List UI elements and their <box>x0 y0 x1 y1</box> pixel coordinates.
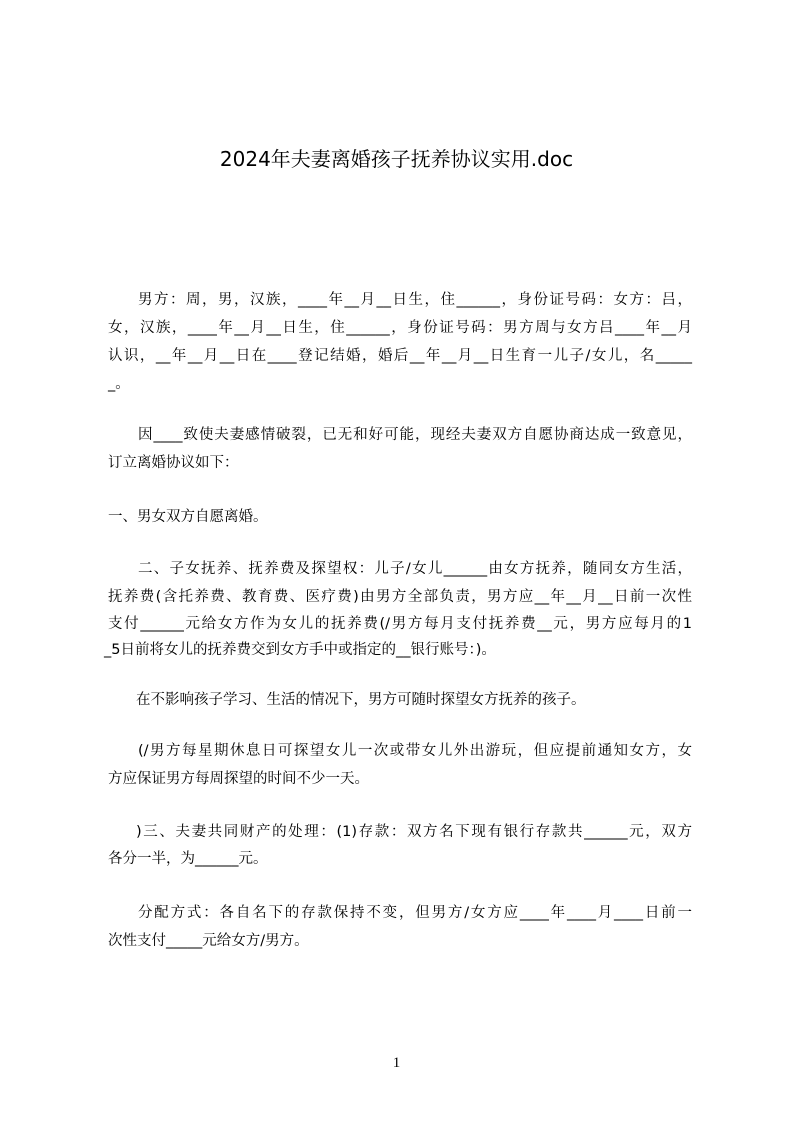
paragraph-line: 女，汉族，____年__月__日生，住______，身份证号码：男方周与女方吕____年__月 <box>108 320 692 336</box>
paragraph-line: 男方：周，男，汉族，____年__月__日生，住______，身份证号码：女方：吕， <box>138 292 692 308</box>
paragraph-line: 在不影响孩子学习、生活的情况下，男方可随时探望女方抚养的孩子。 <box>136 692 586 708</box>
paragraph-line: 次性支付_____元给女方/男方。 <box>108 933 309 949</box>
paragraph-line: 支付______元给女方作为女儿的抚养费(/男方每月支付抚养费__元，男方应每月的1 <box>108 616 692 632</box>
paragraph-line: _5日前将女儿的抚养费交到女方手中或指定的__银行账号：)。 <box>104 642 496 658</box>
paragraph-line: 因____致使夫妻感情破裂，已无和好可能，现经夫妻双方自愿协商达成一致意见， <box>138 427 692 443</box>
page-number: 1 <box>392 1055 401 1071</box>
paragraph-line: _。 <box>108 376 130 392</box>
paragraph-line: 认识，__年__月__日在____登记结婚，婚后__年__月__日生育一儿子/女儿，名_____ <box>108 348 692 364</box>
paragraph-line: 抚养费(含托养费、教育费、医疗费)由男方全部负责，男方应__年__月__日前一次性 <box>108 589 692 605</box>
paragraph-line: 分配方式：各自名下的存款保持不变，但男方/女方应____年____月____日前一 <box>138 905 692 921</box>
paragraph-line: 二、子女抚养、抚养费及探望权：儿子/女儿______由女方抚养，随同女方生活， <box>138 561 692 577</box>
paragraph-line: (/男方每星期休息日可探望女儿一次或带女儿外出游玩，但应提前通知女方，女 <box>138 743 692 759</box>
paragraph-line: 订立离婚协议如下： <box>108 455 239 471</box>
paragraph-line: 一、男女双方自愿离婚。 <box>108 509 268 525</box>
paragraph-line: )三、夫妻共同财产的处理：(1)存款：双方名下现有银行存款共______元，双方 <box>136 824 692 840</box>
document-title: 2024年夫妻离婚孩子抚养协议实用.doc <box>219 147 574 171</box>
paragraph-line: 各分一半，为______元。 <box>108 851 268 867</box>
paragraph-line: 方应保证男方每周探望的时间不少一天。 <box>108 771 369 787</box>
